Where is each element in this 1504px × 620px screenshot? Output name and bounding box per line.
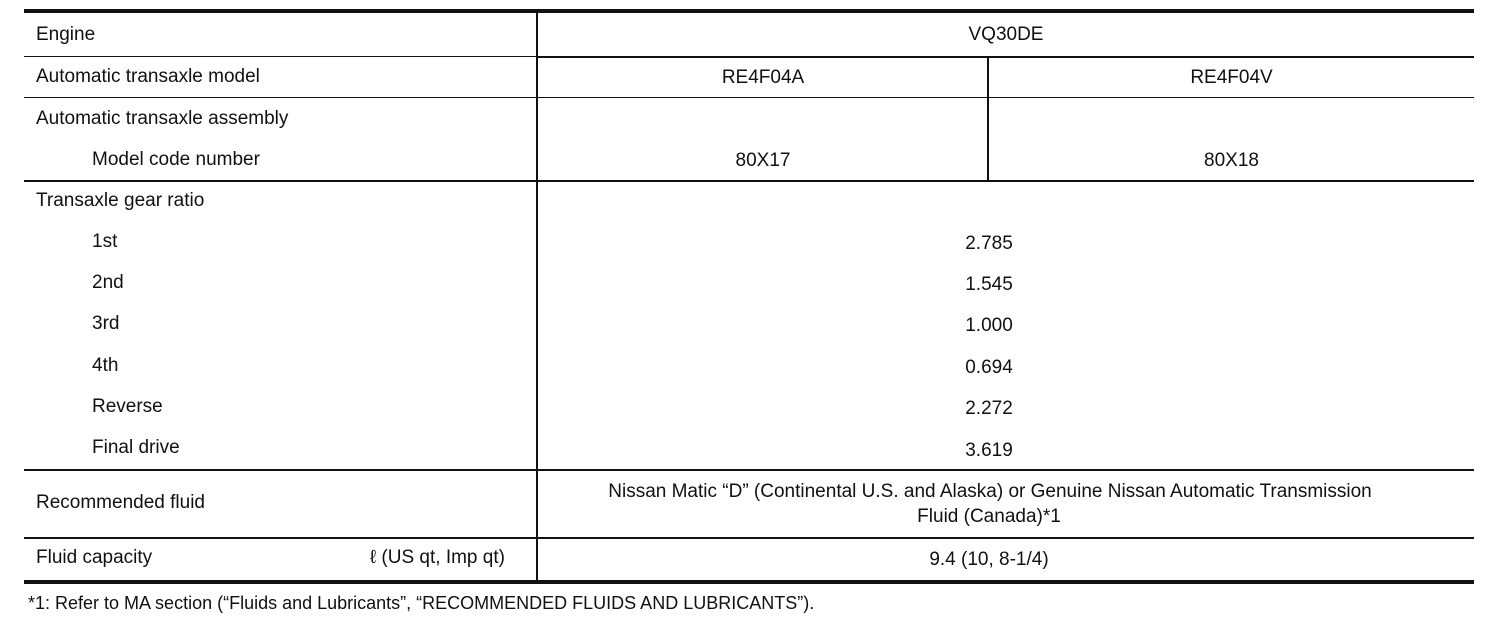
row-divider bbox=[24, 537, 1474, 539]
recommended-fluid-line1: Nissan Matic “D” (Continental U.S. and Alaska) or Genuine Nissan Automatic Transmission bbox=[608, 481, 1372, 502]
row-divider bbox=[24, 180, 1474, 182]
model-code-v: 80X18 bbox=[1204, 150, 1259, 171]
transaxle-model-v: RE4F04V bbox=[1190, 67, 1273, 88]
row-divider bbox=[24, 469, 1474, 471]
gear-row-label: Final drive bbox=[92, 437, 180, 458]
table-top-rule bbox=[24, 9, 1474, 13]
engine-value: VQ30DE bbox=[968, 24, 1044, 45]
gear-row-label: 4th bbox=[92, 355, 119, 376]
gear-row-label: Reverse bbox=[92, 396, 163, 417]
gear-row-value: 1.545 bbox=[965, 274, 1013, 295]
gear-ratio-label: Transaxle gear ratio bbox=[36, 190, 205, 211]
gear-row-value: 2.785 bbox=[965, 233, 1013, 254]
fluid-capacity-value: 9.4 (10, 8-1/4) bbox=[929, 549, 1049, 570]
model-code-a: 80X17 bbox=[735, 150, 791, 171]
gear-row-label: 1st bbox=[92, 231, 118, 252]
engine-label: Engine bbox=[36, 24, 96, 45]
row-divider bbox=[538, 56, 1474, 58]
recommended-fluid-label: Recommended fluid bbox=[36, 492, 205, 513]
gear-row-value: 2.272 bbox=[965, 398, 1013, 419]
row-divider bbox=[24, 56, 538, 57]
gear-row-label: 3rd bbox=[92, 313, 120, 334]
gear-row-label: 2nd bbox=[92, 272, 124, 293]
fluid-capacity-label: Fluid capacity bbox=[36, 547, 153, 568]
gear-row-value: 1.000 bbox=[965, 315, 1013, 336]
gear-row-value: 3.619 bbox=[965, 440, 1013, 461]
footnote: *1: Refer to MA section (“Fluids and Lubricants”, “RECOMMENDED FLUIDS AND LUBRICANTS”). bbox=[28, 593, 815, 613]
assembly-label: Automatic transaxle assembly bbox=[36, 108, 289, 129]
table-bottom-rule bbox=[24, 580, 1474, 584]
transaxle-model-label: Automatic transaxle model bbox=[36, 66, 260, 87]
model-code-label: Model code number bbox=[92, 149, 260, 170]
transaxle-model-a: RE4F04A bbox=[721, 67, 805, 88]
row-divider bbox=[24, 97, 1474, 98]
fluid-capacity-unit: ℓ (US qt, Imp qt) bbox=[370, 547, 505, 568]
gear-row-value: 0.694 bbox=[965, 357, 1013, 378]
recommended-fluid-line2: Fluid (Canada)*1 bbox=[917, 506, 1061, 527]
